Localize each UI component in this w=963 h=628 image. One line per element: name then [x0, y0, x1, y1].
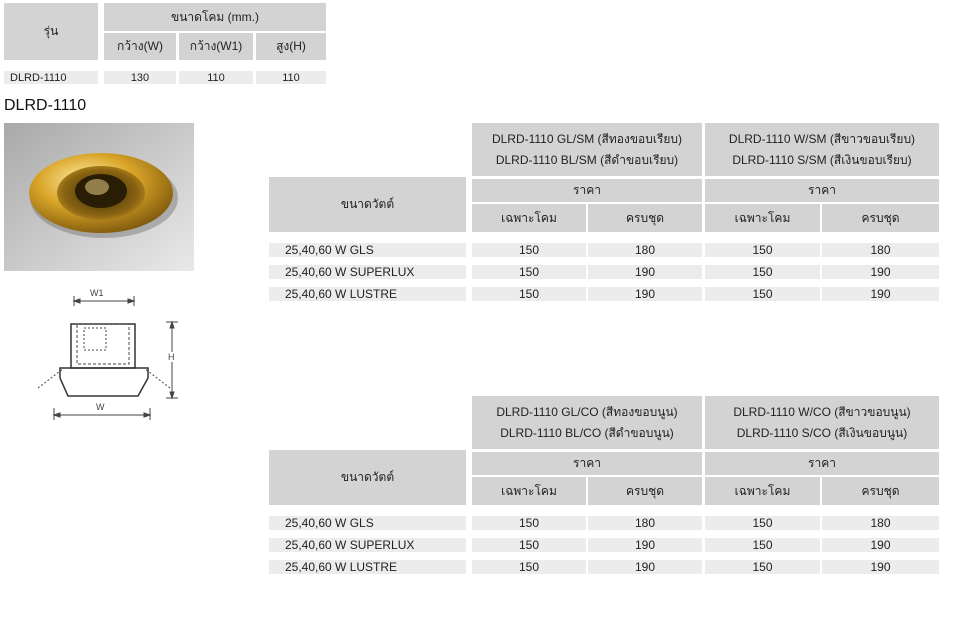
row-label: 25,40,60 W LUSTRE — [285, 287, 398, 301]
model-header: รุ่น — [43, 24, 59, 38]
size-header: ขนาดโคม (mm.) — [171, 9, 259, 24]
group1-line1: DLRD-1110 GL/CO (สีทองขอบนูน) — [496, 404, 678, 419]
w1-value: 110 — [207, 71, 225, 84]
cell-value: 180 — [634, 516, 656, 530]
cell-value: 190 — [870, 287, 891, 301]
lamp-only-label: เฉพาะโคม — [501, 483, 557, 498]
table-cell — [705, 287, 820, 301]
lamp-only-label: เฉพาะโคม — [501, 210, 557, 225]
table-cell — [705, 243, 820, 257]
group1-line2: DLRD-1110 BL/SM (สีดำขอบเรียบ) — [495, 152, 679, 167]
cell-value: 190 — [634, 287, 656, 301]
w-value: 130 — [130, 71, 150, 84]
cell-value: 150 — [752, 265, 773, 279]
watt-header-label: ขนาดวัตต์ — [340, 470, 395, 484]
price-label: ราคา — [808, 456, 836, 470]
model-value: DLRD-1110 — [10, 71, 67, 84]
row-label: 25,40,60 W GLS — [285, 243, 374, 257]
table-cell — [588, 265, 702, 279]
cell-value: 190 — [634, 538, 656, 552]
table-row-label — [269, 243, 466, 257]
cell-value: 150 — [752, 560, 773, 574]
group1-line2: DLRD-1110 BL/CO (สีดำขอบนูน) — [500, 425, 674, 440]
lamp-only-label: เฉพาะโคม — [734, 210, 791, 225]
table-cell — [472, 287, 586, 301]
cell-value: 190 — [870, 560, 891, 574]
cell-value: 150 — [752, 287, 773, 301]
price-label: ราคา — [573, 183, 601, 197]
price-label: ราคา — [808, 183, 836, 197]
cell-value: 150 — [752, 243, 773, 257]
group1-price-header — [472, 179, 702, 202]
table-cell — [588, 287, 702, 301]
table-row-label — [269, 265, 466, 279]
cell-value: 150 — [518, 243, 540, 257]
table-cell — [822, 243, 939, 257]
full-set-label: ครบชุด — [861, 483, 900, 498]
cell-value: 180 — [634, 243, 656, 257]
group1-full-set-header — [588, 204, 702, 232]
group2-line1: DLRD-1110 W/CO (สีขาวขอบนูน) — [733, 404, 911, 419]
group2-price-header — [705, 179, 939, 202]
cell-value: 150 — [518, 265, 540, 279]
cell-value: 150 — [752, 516, 773, 530]
row-label: 25,40,60 W SUPERLUX — [285, 538, 415, 552]
cell-value: 180 — [870, 516, 891, 530]
cell-value: 190 — [870, 265, 891, 279]
row-label: 25,40,60 W LUSTRE — [285, 560, 398, 574]
cell-value: 150 — [752, 538, 773, 552]
cell-value: 150 — [518, 560, 540, 574]
full-set-label: ครบชุด — [625, 210, 665, 225]
cell-value: 180 — [870, 243, 891, 257]
w1-header: กว้าง(W1) — [189, 39, 243, 53]
lamp-only-label: เฉพาะโคม — [734, 483, 791, 498]
w-header: กว้าง(W) — [117, 39, 163, 53]
table-cell — [822, 287, 939, 301]
full-set-label: ครบชุด — [861, 210, 900, 225]
cell-value: 190 — [634, 560, 656, 574]
table-cell — [472, 265, 586, 279]
watt-header — [269, 177, 466, 232]
table-cell — [705, 265, 820, 279]
group1-lamp-only-header — [472, 204, 586, 232]
table-row-label — [269, 287, 466, 301]
table-cell — [472, 243, 586, 257]
h-value: 110 — [282, 71, 300, 84]
group2-full-set-header — [822, 204, 939, 232]
row-label: 25,40,60 W SUPERLUX — [285, 265, 415, 279]
cell-value: 190 — [870, 538, 891, 552]
price-label: ราคา — [573, 456, 601, 470]
drawing-h-label: H — [168, 352, 175, 362]
watt-header-label: ขนาดวัตต์ — [340, 197, 395, 211]
group2-line2: DLRD-1110 S/CO (สีเงินขอบนูน) — [736, 425, 908, 440]
cell-value: 190 — [634, 265, 656, 279]
drawing-w1-label: W1 — [90, 288, 104, 298]
group2-line2: DLRD-1110 S/SM (สีเงินขอบเรียบ) — [732, 152, 912, 167]
table-cell — [588, 243, 702, 257]
group2-line1: DLRD-1110 W/SM (สีขาวขอบเรียบ) — [728, 131, 916, 146]
cell-value: 150 — [518, 516, 540, 530]
row-label: 25,40,60 W GLS — [285, 516, 374, 530]
group2-lamp-only-header — [705, 204, 820, 232]
h-header: สูง(H) — [276, 39, 306, 53]
drawing-w-label: W — [96, 402, 105, 412]
full-set-label: ครบชุด — [625, 483, 665, 498]
group1-line1: DLRD-1110 GL/SM (สีทองขอบเรียบ) — [491, 131, 683, 146]
group2-header — [705, 123, 939, 176]
group1-header — [472, 123, 702, 176]
cell-value: 150 — [518, 538, 540, 552]
product-title: DLRD-1110 — [4, 97, 87, 114]
table-cell — [822, 265, 939, 279]
cell-value: 150 — [518, 287, 540, 301]
